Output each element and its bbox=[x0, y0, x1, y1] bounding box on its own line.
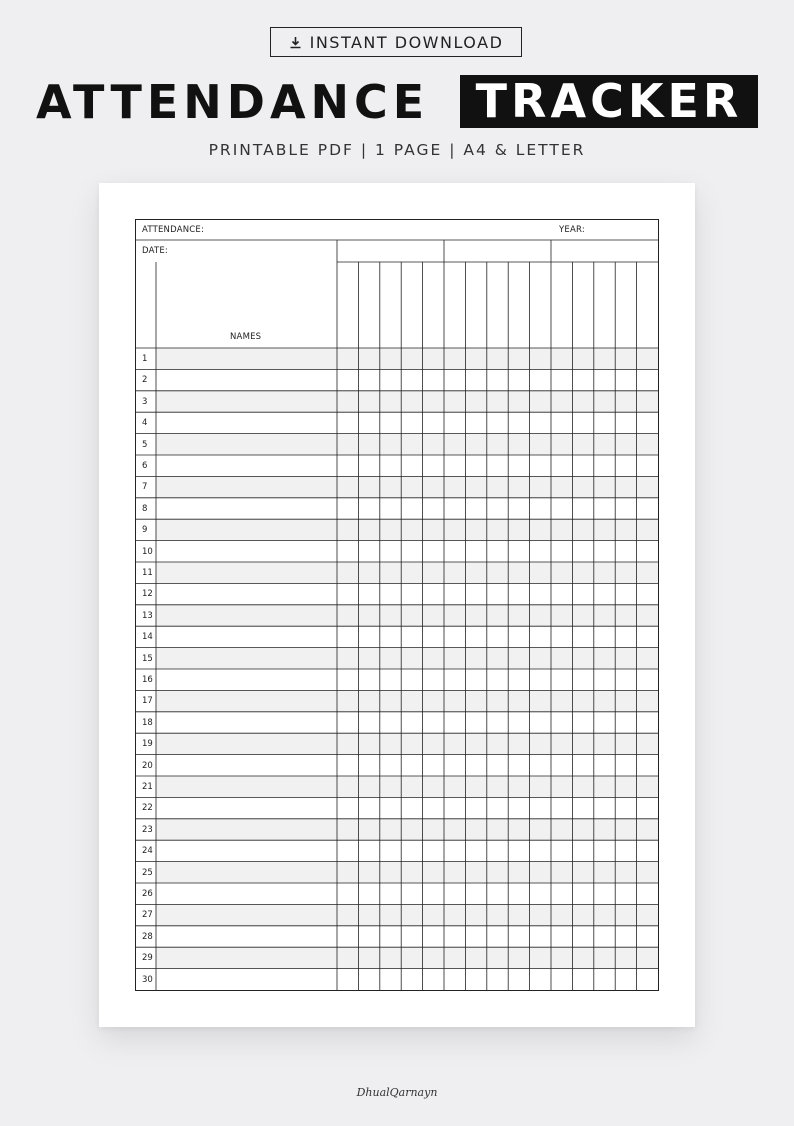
row-number: 2 bbox=[142, 375, 148, 386]
designer-signature: DhualQarnayn bbox=[356, 1086, 438, 1099]
attendance-label: ATTENDANCE: bbox=[142, 225, 205, 235]
grid-lines bbox=[135, 219, 659, 991]
row-stripe bbox=[156, 391, 659, 412]
download-icon bbox=[289, 36, 302, 49]
year-label: YEAR: bbox=[559, 225, 585, 235]
row-number: 1 bbox=[142, 354, 148, 364]
row-number: 3 bbox=[142, 396, 148, 407]
row-number: 20 bbox=[142, 760, 153, 771]
row-number: 17 bbox=[142, 696, 153, 707]
title-highlight: TRACKER bbox=[460, 75, 758, 128]
row-number: 16 bbox=[142, 675, 153, 685]
title-main: ATTENDANCE bbox=[36, 75, 430, 129]
row-number: 6 bbox=[142, 461, 148, 471]
row-stripe bbox=[156, 348, 659, 369]
row-number: 23 bbox=[142, 824, 153, 835]
subtitle: PRINTABLE PDF | 1 PAGE | A4 & LETTER bbox=[208, 141, 586, 159]
row-stripe bbox=[156, 733, 659, 754]
row-number: 26 bbox=[142, 889, 153, 899]
row-number: 9 bbox=[142, 525, 148, 536]
row-stripe bbox=[156, 476, 659, 497]
row-stripe bbox=[156, 690, 659, 711]
row-number: 15 bbox=[142, 653, 153, 664]
row-number: 5 bbox=[142, 439, 148, 450]
row-stripe bbox=[156, 648, 659, 669]
row-number: 4 bbox=[142, 418, 148, 429]
row-number: 18 bbox=[142, 717, 153, 728]
row-stripe bbox=[156, 519, 659, 540]
row-stripe bbox=[156, 947, 659, 968]
names-label: NAMES bbox=[230, 332, 262, 342]
row-stripe bbox=[156, 819, 659, 840]
row-number: 29 bbox=[142, 953, 153, 964]
row-stripe bbox=[156, 862, 659, 883]
instant-download-badge bbox=[270, 27, 522, 57]
row-number: 19 bbox=[142, 739, 153, 750]
date-label: DATE: bbox=[142, 246, 168, 256]
row-number: 28 bbox=[142, 931, 153, 942]
row-stripe bbox=[156, 776, 659, 797]
title-row bbox=[0, 75, 794, 129]
row-number: 25 bbox=[142, 867, 153, 878]
badge-label: INSTANT DOWNLOAD bbox=[309, 32, 504, 52]
row-number: 11 bbox=[142, 568, 153, 578]
row-number: 22 bbox=[142, 803, 153, 814]
row-number: 27 bbox=[142, 910, 153, 921]
row-number: 10 bbox=[142, 546, 153, 557]
row-number: 7 bbox=[142, 482, 148, 493]
row-stripe bbox=[156, 904, 659, 925]
printable-sheet bbox=[99, 183, 695, 1027]
row-stripe bbox=[156, 434, 659, 455]
row-number: 13 bbox=[142, 610, 153, 621]
row-number: 12 bbox=[142, 589, 153, 600]
attendance-grid bbox=[135, 219, 659, 991]
row-number: 8 bbox=[142, 503, 148, 514]
row-number: 14 bbox=[142, 632, 153, 643]
row-number: 21 bbox=[142, 782, 153, 792]
row-stripe bbox=[156, 605, 659, 626]
row-number: 30 bbox=[142, 974, 153, 985]
row-stripe bbox=[156, 562, 659, 583]
row-number: 24 bbox=[142, 846, 153, 857]
